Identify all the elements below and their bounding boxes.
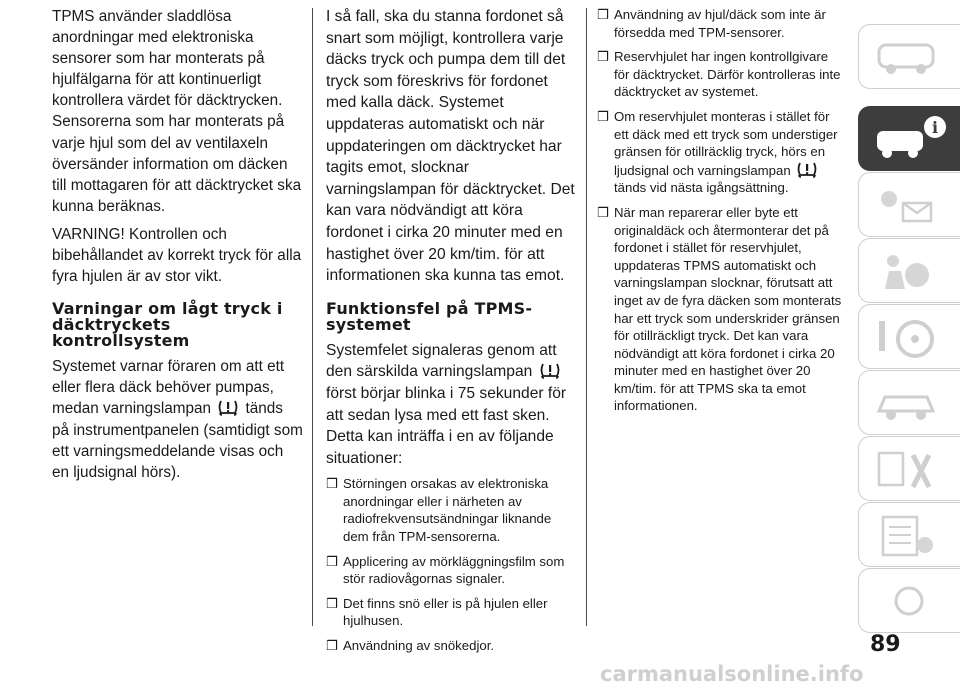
page-number: 89: [870, 632, 901, 657]
text-column-1: [52, 6, 304, 490]
list-item: [597, 6, 847, 41]
specifications-icon: [871, 509, 941, 561]
airbag-seatbelt-icon: [871, 245, 941, 297]
column-divider: [586, 8, 587, 626]
list-item-text: Störningen orsakas av elektroniska anordningar eller i närheten av radiofrekvensutsändningar liknande dem från TPM-sensorerna.: [343, 476, 552, 545]
paragraph: TPMS använder sladdlösa anordningar med elektroniska sensorer som har monterats på hjulfälgarna för att kontinuerligt kontrollera värdet för däcktrycken. Sensorerna som har monterats på varje hjul som del av ventilaxeln översänder information om däcken till mottagaren för att däcktrycket ska kunna beräknas.: [52, 8, 302, 215]
tab-steering[interactable]: [858, 304, 960, 369]
watermark: carmanualsonline.info: [600, 662, 864, 686]
wrench-maintenance-icon: [871, 443, 941, 495]
tpms-warning-icon: [539, 362, 561, 379]
tab-index[interactable]: [858, 568, 960, 633]
warning-lights-icon: [871, 179, 941, 231]
list-item-text: Användning av snökedjor.: [343, 638, 495, 654]
tab-car-info[interactable]: [858, 106, 960, 171]
svg-text:i: i: [932, 118, 939, 137]
steering-wheel-icon: [871, 311, 941, 363]
list-item-text: Användning av hjul/däck som inte är försedda med TPM-sensorer.: [614, 7, 826, 40]
list-item-text: Applicering av mörkläggningsfilm som stör radiovågornas signaler.: [343, 553, 565, 587]
section-heading: Funktionsfel på TPMS-systemet: [326, 298, 533, 334]
list-item: [326, 637, 580, 655]
paragraph-text: först börjar blinka i 75 sekunder för att sedan lysa med ett fast sken. Detta kan inträffa i en av följande situationer:: [326, 384, 567, 467]
bullet-marker: ❒: [326, 553, 338, 569]
index-icon: [871, 575, 943, 627]
tab-warning-lights[interactable]: [858, 172, 960, 237]
paragraph: VARNING! Kontrollen och bibehållandet av korrekt tryck för alla fyra hjulen är av stor vikt.: [52, 225, 302, 286]
paragraph-text: Systemet varnar föraren om att ett eller flera däck behöver pumpas, medan varningslampan: [52, 358, 285, 418]
tab-specifications[interactable]: [858, 502, 960, 567]
tab-maintenance[interactable]: [858, 436, 960, 501]
bullet-marker: ❒: [597, 49, 609, 65]
list-item-text: Reservhjulet har ingen kontrollgivare för däcktrycket. Därför kontrolleras inte däcktrycket av systemet.: [614, 49, 841, 100]
bullet-marker: ❒: [597, 204, 609, 220]
paragraph-text: Systemfelet signaleras genom att den särskilda varningslampan: [326, 341, 557, 381]
tpms-warning-icon: [796, 161, 818, 178]
list-item: [597, 48, 847, 101]
list-item: [326, 595, 580, 630]
list-item-text: Det finns snö eller is på hjulen eller hjulhusen.: [343, 595, 548, 629]
list-item: [326, 475, 580, 545]
bullet-marker: ❒: [326, 476, 338, 492]
car-dashboard-icon: [871, 31, 941, 81]
tab-airbag-seatbelt[interactable]: [858, 238, 960, 303]
tab-emergency[interactable]: [858, 370, 960, 435]
paragraph: [326, 340, 580, 470]
text-column-3: [597, 6, 847, 422]
bullet-marker: ❒: [597, 7, 609, 22]
list-item: [326, 553, 580, 588]
list-item-text: Om reservhjulet monteras i stället för ett däck med ett tryck som understiger gränsen för otillräcklig tryck, hörs en ljudsignal och varningslampan: [614, 108, 838, 178]
list-item: [597, 108, 847, 197]
text-column-2: [326, 6, 580, 662]
bullet-marker: ❒: [326, 638, 338, 654]
list-item-text: tänds vid nästa igångsättning.: [614, 180, 789, 196]
paragraph-text: tänds på instrumentpanelen (samtidigt som ett varningsmeddelande visas och en ljudsignal hörs).: [52, 400, 303, 481]
paragraph: I så fall, ska du stanna fordonet så snart som möjligt, kontrollera varje däcks tryck och pumpa dem till det tryck som föreskrivs för fordonet med kalla däck. Systemet uppdateras automatiskt och när uppdateringen om däcktrycket har tagits emot, slocknar varningslampan för däcktrycket. Det kan vara nödvändigt att köra fordonet i cirka 20 minuter med en hastighet över 20 km/tim. för att informationen ska kunna tas emot.: [326, 8, 575, 285]
paragraph: [52, 356, 304, 483]
list-item: [597, 204, 847, 415]
bullet-marker: ❒: [326, 595, 338, 611]
tpms-warning-icon: [217, 399, 239, 416]
list-item-text: När man reparerar eller byte ett originaldäck och återmonterar det på fordonet i stället för reservhjulet, uppdateras TPMS automatiskt och varningslampan slocknar, förutsatt att inget av de fyra däcken som monterats har ett tryck som underskrider gränsen för otillräckligt tryck. Det kan vara nödvändigt att köra fordonet i cirka 20 minuter med en hastighet över 20 km/tim. för att TPMS ska ta emot informationen.: [614, 204, 842, 414]
tab-car-dashboard[interactable]: [858, 24, 960, 89]
car-emergency-icon: [871, 377, 941, 429]
car-info-icon: [871, 113, 951, 165]
bullet-marker: ❒: [597, 108, 609, 124]
section-heading: Varningar om lågt tryck i däcktryckets kontrollsystem: [52, 299, 283, 351]
column-divider: [312, 8, 313, 626]
